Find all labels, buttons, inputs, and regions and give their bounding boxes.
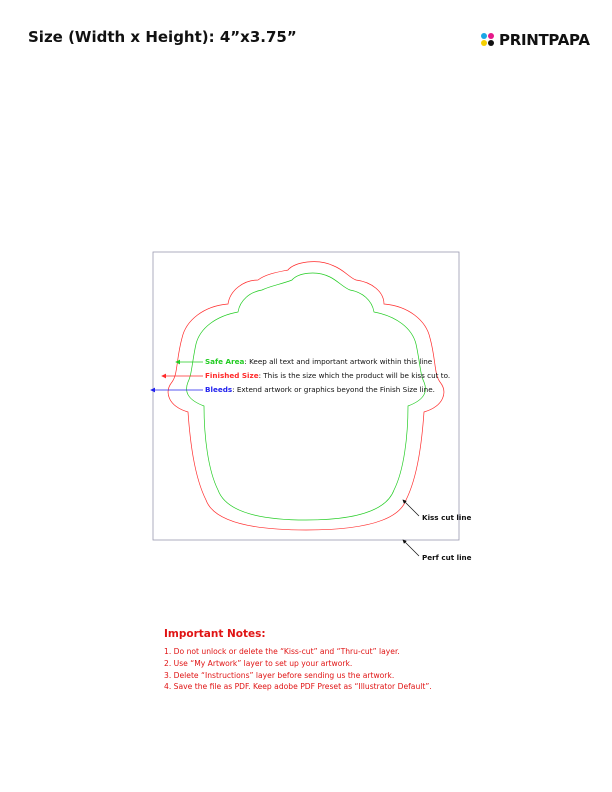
- note-item: 3. Delete “Instructions” layer before sending us the artwork.: [164, 670, 395, 680]
- page-title: Size (Width x Height): 4”x3.75”: [28, 28, 297, 46]
- perf-cut-pointer: [403, 540, 419, 556]
- note-item: 1. Do not unlock or delete the “Kiss-cut” and “Thru-cut” layer.: [164, 647, 400, 656]
- brand-name: PRINTPAPA: [499, 31, 590, 49]
- finished-size-outline: [168, 262, 444, 530]
- perf-cut-label: Perf cut line: [422, 553, 472, 562]
- safe-area-label: [205, 357, 432, 366]
- safe-area-text: : Keep all text and important artwork within this line: [244, 357, 433, 366]
- perf-cut-line: [153, 252, 459, 540]
- important-notes: [164, 628, 432, 693]
- note-item: 4. Save the file as PDF. Keep adobe PDF Preset as “Illustrator Default”.: [164, 682, 432, 692]
- safe-area-term: Safe Area: [205, 357, 245, 366]
- safe-area-outline: [187, 273, 426, 520]
- notes-title: Important Notes:: [164, 628, 266, 640]
- finished-size-term: Finished Size: [205, 371, 259, 380]
- finished-size-label: [205, 371, 450, 380]
- note-item: 2. Use “My Artwork” layer to set up your artwork.: [164, 658, 353, 668]
- bleed-label: [205, 385, 435, 394]
- kiss-cut-pointer: [403, 500, 419, 516]
- kiss-cut-label: Kiss cut line: [422, 513, 472, 522]
- bleed-term: Bleeds: [205, 385, 233, 394]
- finished-size-text: : This is the size which the product will be kiss cut to.: [258, 371, 451, 380]
- bleed-text: : Extend artwork or graphics beyond the Finish Size line.: [232, 385, 435, 394]
